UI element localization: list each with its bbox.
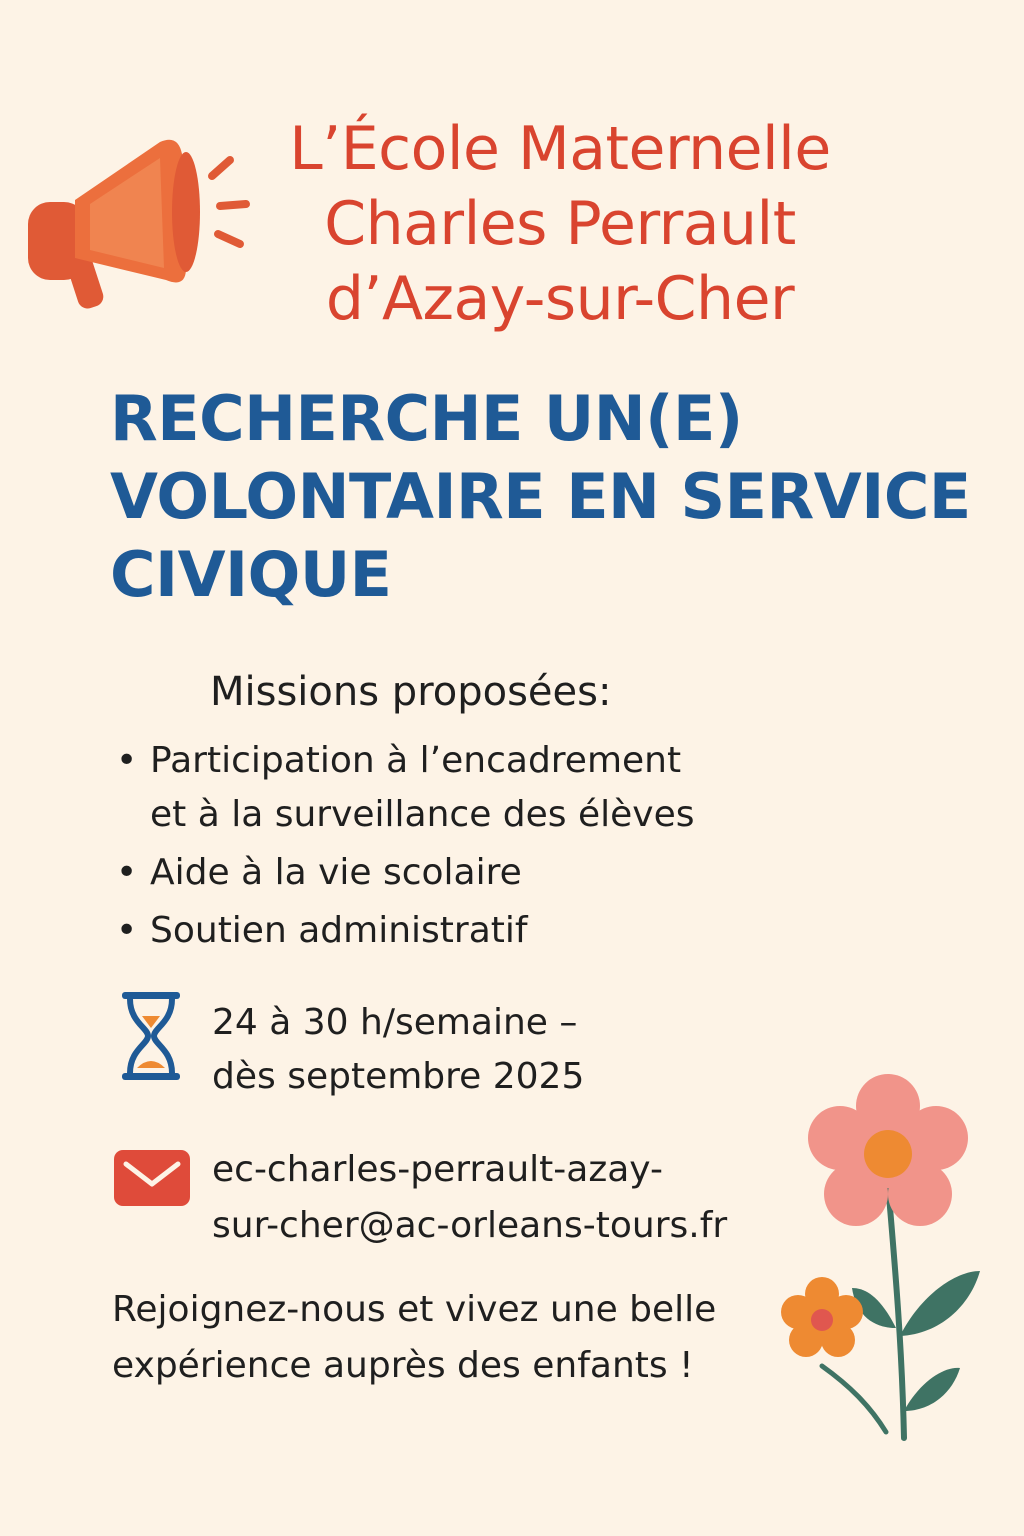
mission-text: et à la surveillance des élèves — [150, 794, 695, 835]
mission-text: Soutien administratif — [150, 910, 528, 951]
missions-title: Missions proposées: — [210, 669, 612, 715]
headline-line-1: RECHERCHE UN(E) — [110, 382, 743, 455]
mission-text: Aide à la vie scolaire — [150, 852, 522, 893]
schedule-text — [212, 996, 584, 1104]
email-line-1: ec-charles-perrault-azay- — [212, 1149, 663, 1190]
bullet: • — [116, 740, 138, 781]
list-item — [112, 846, 812, 900]
closing-line-1: Rejoignez-nous et vivez une belle — [112, 1289, 717, 1330]
hourglass-icon — [118, 988, 184, 1084]
headline — [110, 380, 970, 614]
school-name-line-3: d’Azay-sur-Cher — [325, 264, 795, 334]
mission-text: Participation à l’encadrement — [150, 740, 682, 781]
bullet: • — [116, 852, 138, 893]
contact-email[interactable] — [212, 1142, 727, 1254]
closing-message — [112, 1282, 716, 1394]
schedule-line-1: 24 à 30 h/semaine – — [212, 1002, 578, 1043]
list-item — [112, 734, 812, 842]
school-name-line-1: L’École Maternelle — [289, 114, 831, 184]
email-line-2: sur-cher@ac-orleans-tours.fr — [212, 1205, 728, 1246]
missions-list — [112, 734, 812, 962]
headline-line-2: VOLONTAIRE EN SERVICE — [110, 460, 971, 533]
schedule-line-2: dès septembre 2025 — [212, 1056, 585, 1097]
school-name — [240, 112, 880, 337]
mail-icon — [112, 1146, 192, 1210]
headline-line-3: CIVIQUE — [110, 538, 392, 611]
closing-line-2: expérience auprès des enfants ! — [112, 1345, 694, 1386]
bullet: • — [116, 910, 138, 951]
megaphone-icon — [20, 130, 260, 320]
flower-illustration — [770, 1066, 990, 1446]
list-item — [112, 904, 812, 958]
school-name-line-2: Charles Perrault — [324, 189, 796, 259]
